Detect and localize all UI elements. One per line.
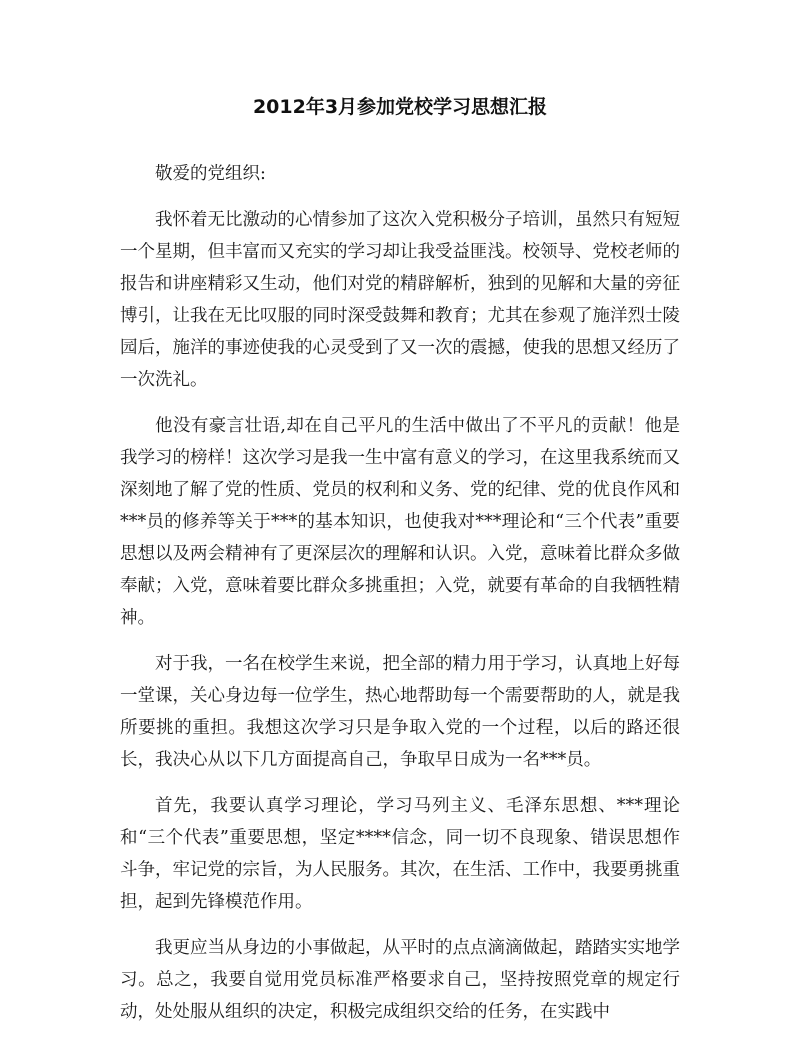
- salutation: 敬爱的党组织:: [155, 164, 266, 184]
- document-title: 2012年3月参加党校学习思想汇报: [252, 96, 548, 118]
- paragraph: 我更应当从身边的小事做起，从平时的点点滴滴做起，踏踏实实地学习。总之，我要自觉用党员标准严格要求自己，坚持按照党章的规定行动，处处服从组织的决定，积极完成组织交给的任务，在实践中: [120, 938, 680, 1022]
- paragraph: 首先，我要认真学习理论，学习马列主义、毛泽东思想、***理论和“三个代表”重要思想，坚定****信念，同一切不良现象、错误思想作斗争，牢记党的宗旨，为人民服务。其次，在生活、工作中，我要勇挑重担，起到先锋模范作用。: [120, 796, 680, 912]
- paragraph: 他没有豪言壮语,却在自己平凡的生活中做出了不平凡的贡献！他是我学习的榜样！这次学习是我一生中富有意义的学习，在这里我系统而又深刻地了解了党的性质、党员的权利和义务、党的纪律、党的优良作风和***员的修养等关于***的基本知识，也使我对***理论和“三个代表”重要思想以及两会精神有了更深层次的理解和认识。入党，意味着比群众多做奉献；入党，意味着要比群众多挑重担；入党，就要有革命的自我牺牲精神。: [120, 416, 680, 628]
- paragraph: 对于我，一名在校学生来说，把全部的精力用于学习，认真地上好每一堂课，关心身边每一位学生，热心地帮助每一个需要帮助的人，就是我所要挑的重担。我想这次学习只是争取入党的一个过程，以后的路还很长，我决心从以下几方面提高自己，争取早日成为一名***员。: [120, 654, 680, 770]
- paragraph: 我怀着无比激动的心情参加了这次入党积极分子培训，虽然只有短短一个星期，但丰富而又充实的学习却让我受益匪浅。校领导、党校老师的报告和讲座精彩又生动，他们对党的精辟解析，独到的见解和大量的旁征博引，让我在无比叹服的同时深受鼓舞和教育；尤其在参观了施洋烈士陵园后，施洋的事迹使我的心灵受到了又一次的震撼，使我的思想又经历了一次洗礼。: [120, 210, 680, 390]
- document-body: [120, 158, 680, 1042]
